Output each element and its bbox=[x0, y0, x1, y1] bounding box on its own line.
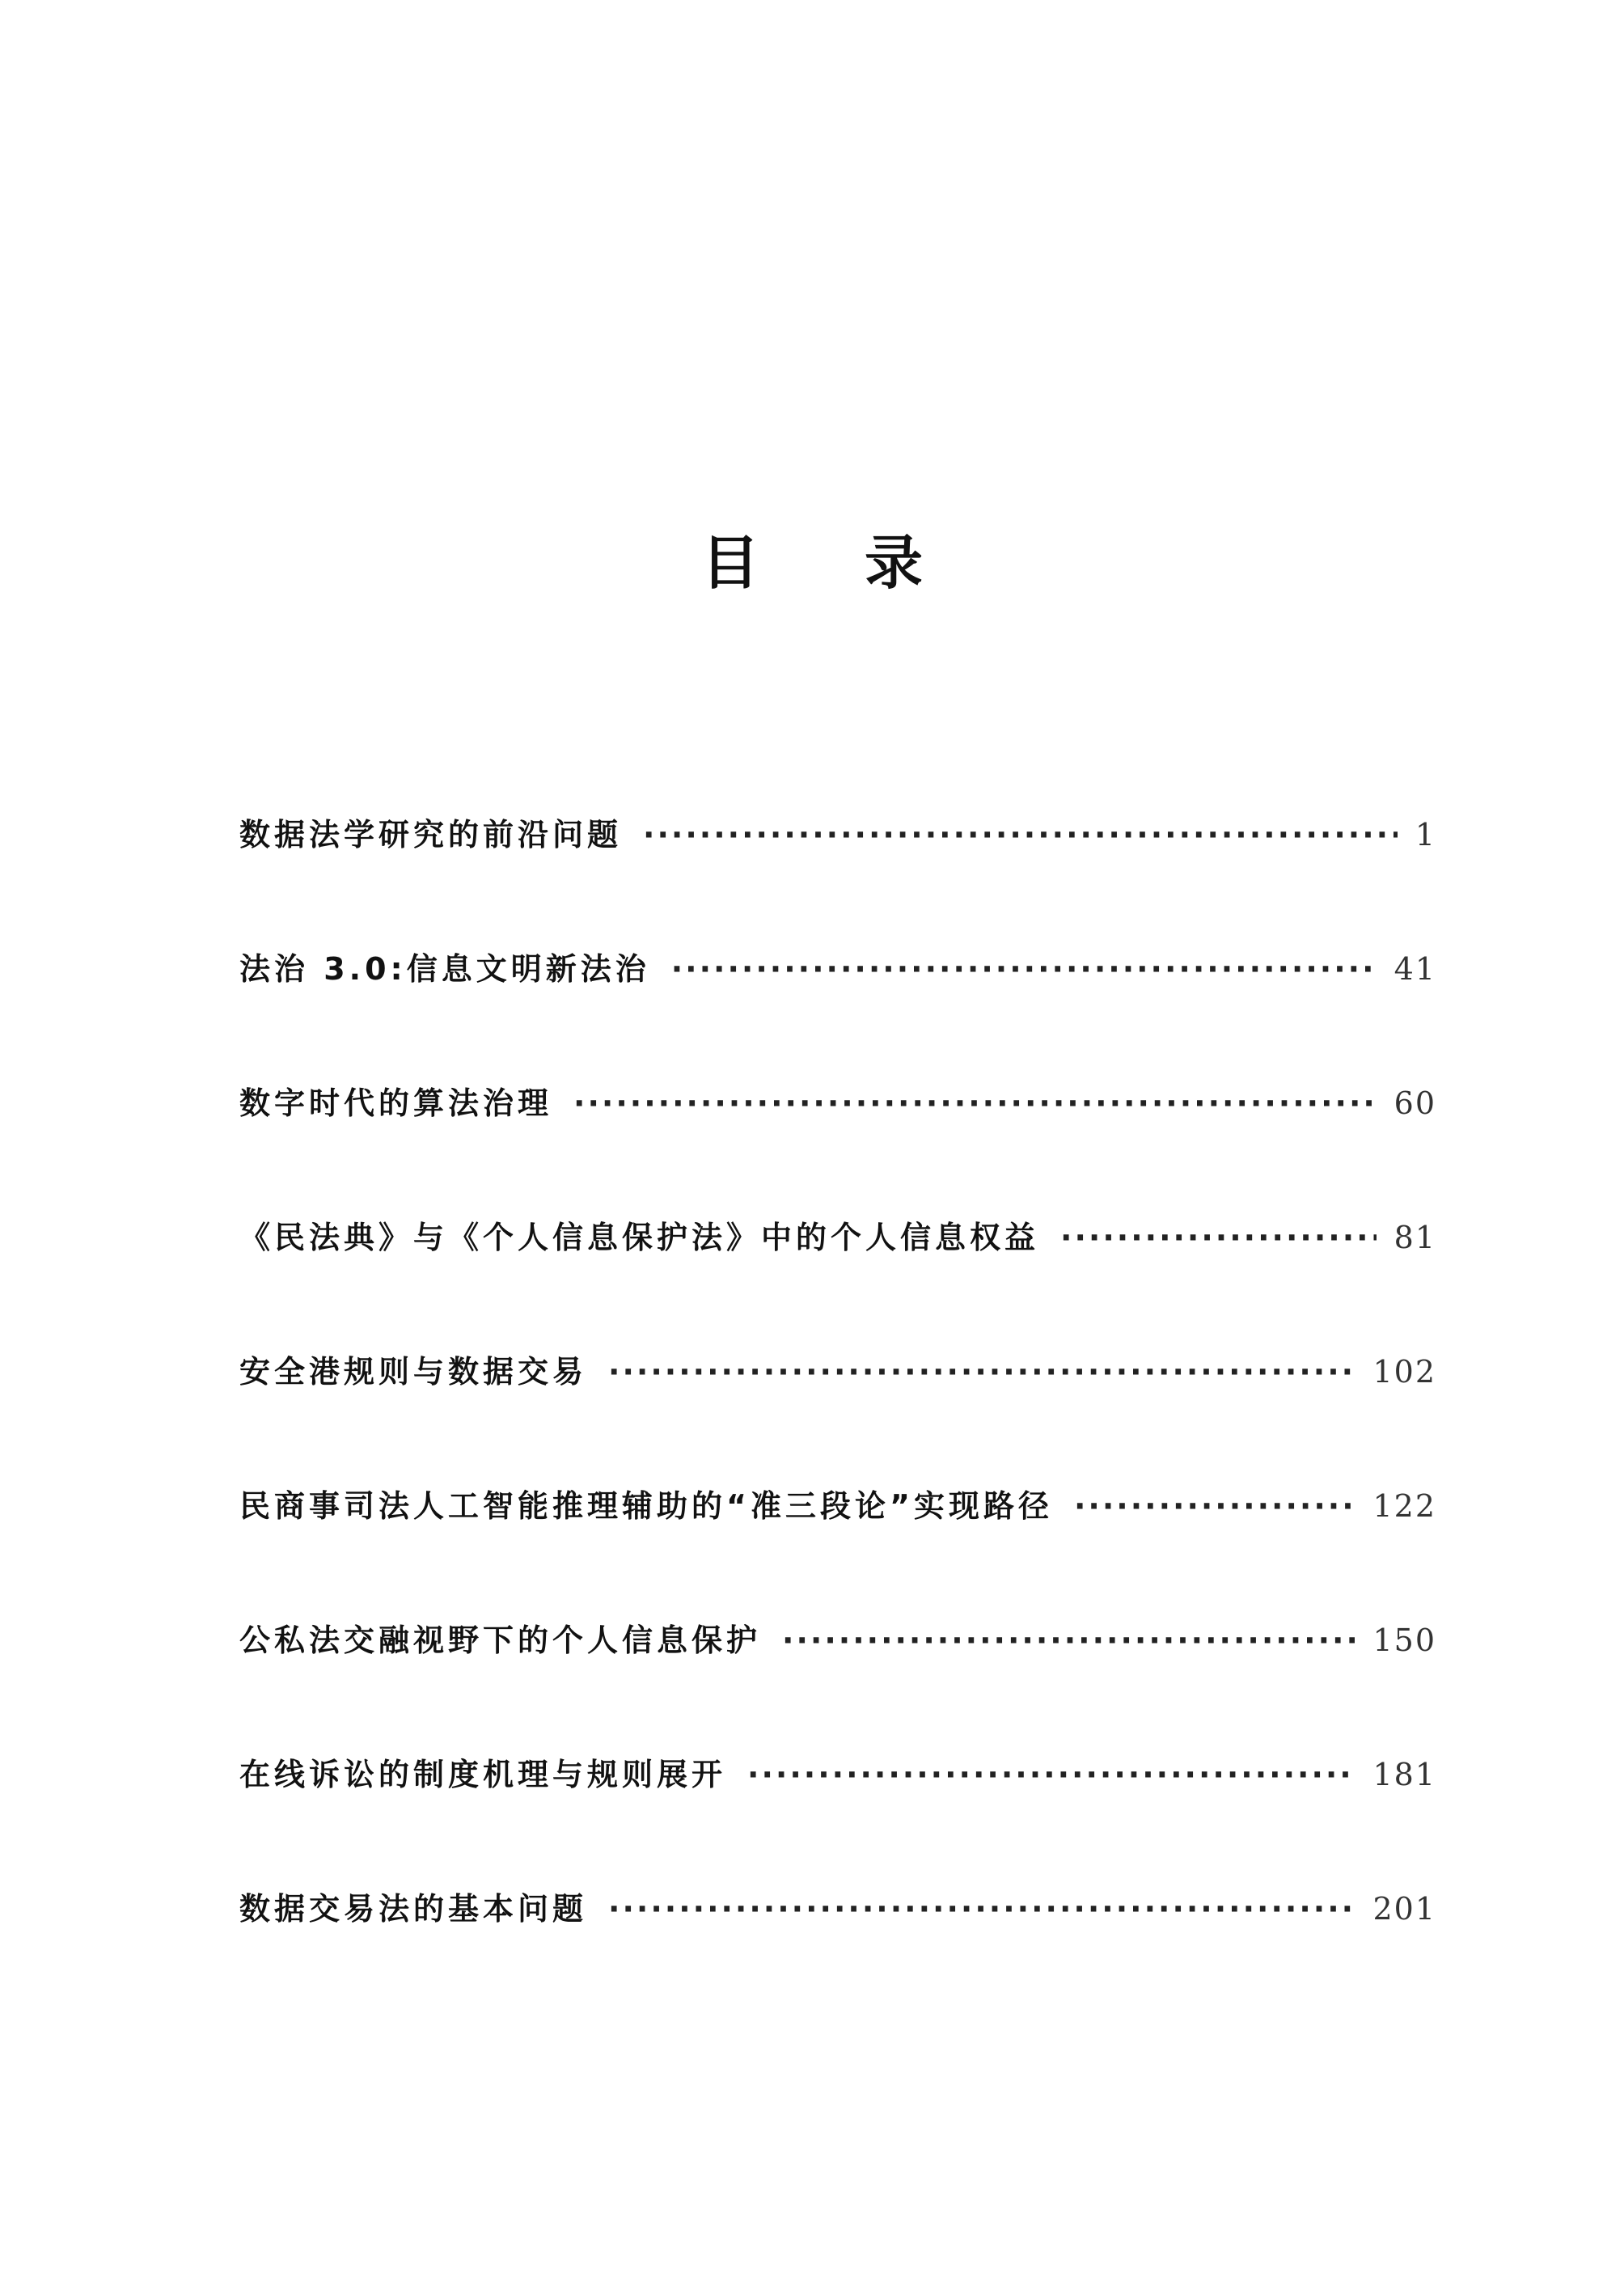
toc-entry-6[interactable] bbox=[239, 1482, 1436, 1616]
toc-entry-title: 公私法交融视野下的个人信息保护 bbox=[239, 1622, 762, 1658]
toc-page-number: 1 bbox=[1415, 817, 1436, 852]
toc-entry-title: 《民法典》与《个人信息保护法》中的个人信息权益 bbox=[239, 1220, 1040, 1255]
toc-dot-leader bbox=[1060, 1213, 1377, 1262]
toc-dot-leader bbox=[782, 1616, 1355, 1665]
toc-entry-7[interactable] bbox=[239, 1616, 1436, 1750]
toc-list bbox=[239, 810, 1436, 2019]
toc-dot-leader bbox=[608, 1885, 1355, 1933]
toc-entry-4[interactable] bbox=[239, 1213, 1436, 1347]
toc-entry-1[interactable] bbox=[239, 810, 1436, 945]
toc-entry-3[interactable] bbox=[239, 1079, 1436, 1213]
toc-page-number: 41 bbox=[1394, 951, 1436, 987]
toc-entry-title: 数据交易法的基本问题 bbox=[239, 1891, 588, 1927]
toc-page-number: 181 bbox=[1372, 1757, 1436, 1792]
toc-heading bbox=[0, 528, 1624, 597]
toc-entry-title: 数字时代的算法治理 bbox=[239, 1085, 553, 1121]
toc-page-number: 201 bbox=[1372, 1891, 1436, 1927]
toc-page-number: 102 bbox=[1372, 1354, 1436, 1390]
toc-dot-leader bbox=[573, 1079, 1377, 1127]
toc-dot-leader bbox=[747, 1750, 1355, 1799]
toc-entry-2[interactable] bbox=[239, 945, 1436, 1079]
toc-entry-5[interactable] bbox=[239, 1347, 1436, 1482]
toc-page-number: 60 bbox=[1394, 1085, 1436, 1121]
toc-dot-leader bbox=[671, 945, 1377, 993]
toc-heading-char-1: 目 bbox=[700, 528, 759, 597]
toc-entry-title: 数据法学研究的前沿问题 bbox=[239, 817, 623, 852]
toc-heading-char-2: 录 bbox=[865, 528, 924, 597]
toc-dot-leader bbox=[643, 810, 1398, 859]
toc-page-number: 122 bbox=[1372, 1488, 1436, 1524]
toc-entry-title: 民商事司法人工智能推理辅助的“准三段论”实现路径 bbox=[239, 1488, 1053, 1524]
toc-entry-title: 安全港规则与数据交易 bbox=[239, 1354, 588, 1390]
toc-entry-9[interactable] bbox=[239, 1885, 1436, 2019]
toc-entry-title: 法治 3.0:信息文明新法治 bbox=[239, 951, 650, 987]
toc-page-number: 81 bbox=[1394, 1220, 1436, 1255]
toc-dot-leader bbox=[1074, 1482, 1355, 1530]
toc-dot-leader bbox=[608, 1347, 1355, 1396]
toc-page-number: 150 bbox=[1372, 1622, 1436, 1658]
toc-entry-8[interactable] bbox=[239, 1750, 1436, 1885]
toc-entry-title: 在线诉讼的制度机理与规则展开 bbox=[239, 1757, 727, 1792]
